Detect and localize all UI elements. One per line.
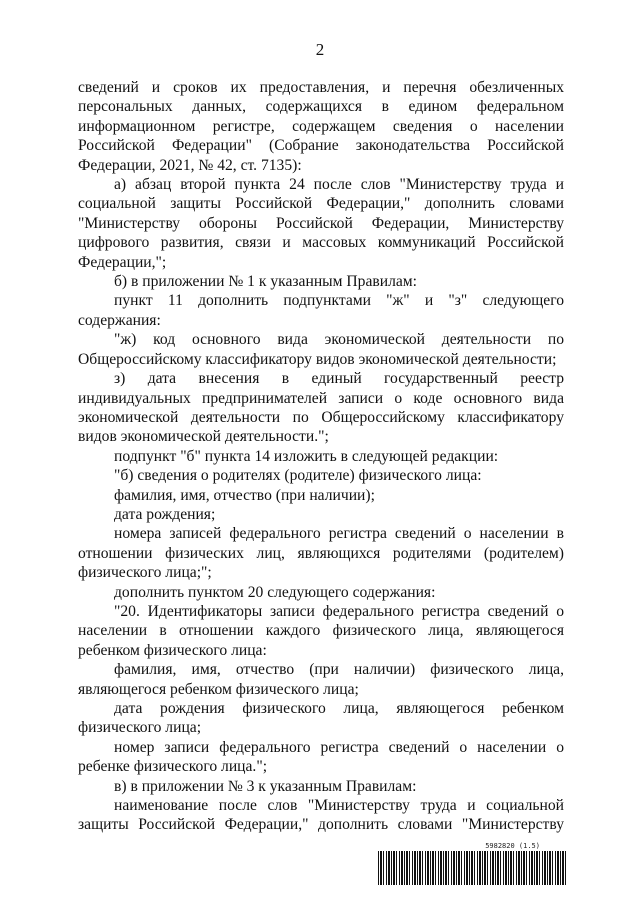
barcode-bars	[378, 851, 568, 885]
paragraph: номера записей федерального регистра сведений о населении в отношении физических лиц, являющихся родителями (родителем) физического лица;";	[78, 525, 564, 582]
paragraph: з) дата внесения в единый государственный реестр индивидуальных предпринимателей записи о коде основного вида экономической деятельности по Общероссийскому классификатору видов экономической деятельности.";	[78, 370, 564, 446]
paragraph: а) абзац второй пункта 24 после слов "Министерству труда и социальной защиты Российской Федерации," дополнить словами "Министерству обороны Российской Федерации, Министерству цифрового развития, связи и массовых коммуникаций Российской Федерации,";	[78, 176, 564, 271]
paragraph: в) в приложении № 3 к указанным Правилам:	[114, 777, 417, 795]
paragraph: фамилия, имя, отчество (при наличии);	[114, 486, 375, 504]
paragraph: пункт 11 дополнить подпунктами "ж" и "з" следующего содержания:	[78, 292, 564, 329]
barcode-code: 5982820 (1.5)	[485, 842, 540, 850]
paragraph: "20. Идентификаторы записи федерального регистра сведений о населении в отношении каждого физического лица, являющегося ребенком физического лица:	[78, 602, 564, 659]
paragraph: дата рождения физического лица, являющегося ребенком физического лица;	[78, 700, 564, 737]
paragraph: дата рождения;	[114, 505, 216, 523]
paragraph: дополнить пунктом 20 следующего содержания:	[114, 583, 436, 601]
paragraph: фамилия, имя, отчество (при наличии) физического лица, являющегося ребенком физического лица;	[78, 661, 564, 698]
paragraph: подпункт "б" пункта 14 изложить в следующей редакции:	[114, 447, 499, 465]
paragraph: сведений и сроков их предоставления, и перечня обезличенных персональных данных, содержащихся в едином федеральном информационном регистре, содержащем сведения о населении Российской Федерации" (Собрание законодательства Российской Федерации, 2021, № 42, ст. 7135):	[78, 79, 564, 174]
barcode	[378, 842, 568, 886]
page-number: 2	[315, 40, 325, 59]
document-body	[78, 78, 564, 835]
paragraph: б) в приложении № 1 к указанным Правилам:	[114, 273, 417, 291]
paragraph: наименование после слов "Министерству труда и социальной защиты Российской Федерации," дополнить словами "Министерству	[78, 797, 564, 834]
paragraph: номер записи федерального регистра сведений о населении о ребенке физического лица.";	[78, 738, 564, 776]
paragraph: "б) сведения о родителях (родителе) физического лица:	[114, 467, 482, 485]
paragraph: "ж) код основного вида экономической деятельности по Общероссийскому классификатору видов экономической деятельности;	[78, 331, 564, 368]
